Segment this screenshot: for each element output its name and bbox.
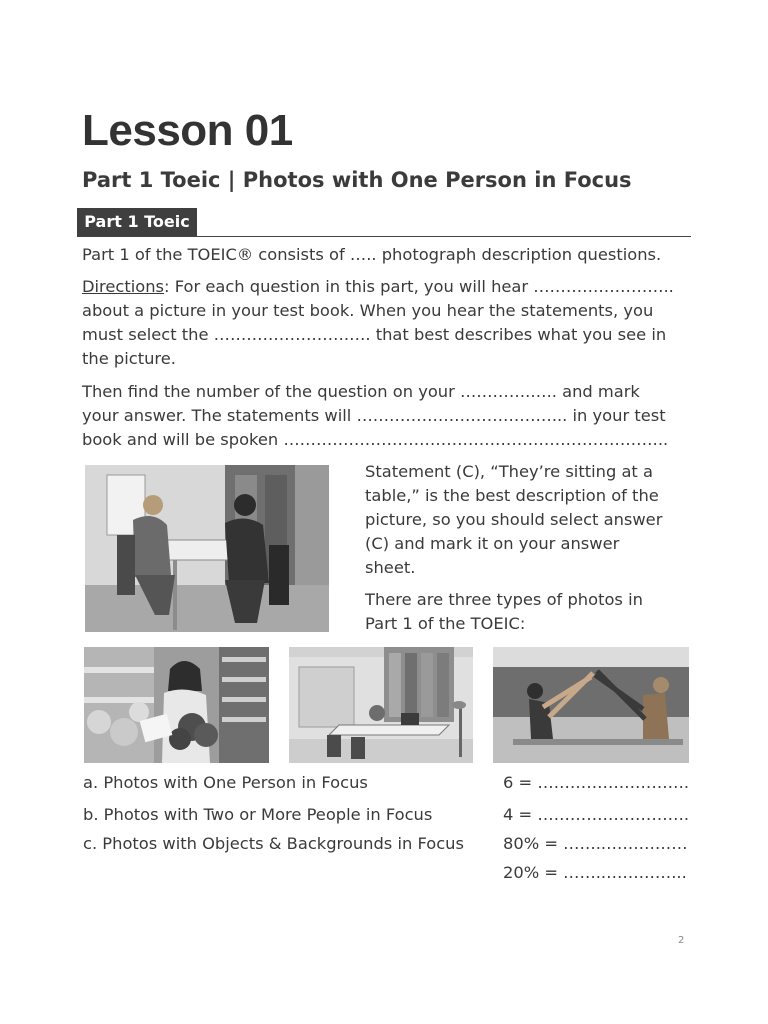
fill-in-blank: 20% = ……..…………... <box>503 863 687 882</box>
types-intro-line: Part 1 of the TOEIC: <box>365 614 526 633</box>
section-divider <box>77 236 691 237</box>
fill-in-blank: 80% = ……..…………… <box>503 834 688 853</box>
instructions-line: Then find the number of the question on your ………….….. and mark <box>82 382 640 401</box>
directions-label: Directions <box>82 277 165 296</box>
section-label: Part 1 Toeic <box>77 208 197 236</box>
market-shopper-photo <box>84 647 269 763</box>
statement-paragraph <box>365 460 685 580</box>
intro-paragraph: Part 1 of the TOEIC® consists of ….. photograph description questions. <box>82 245 662 264</box>
photo-type-item: c. Photos with Objects & Backgrounds in Focus <box>83 834 464 853</box>
answer-instructions-paragraph <box>82 380 682 452</box>
directions-line: must select the …………………….…. that best describes what you see in <box>82 325 667 344</box>
statement-line: Statement (C), “They’re sitting at a <box>365 462 653 481</box>
directions-line <box>82 275 682 299</box>
statement-line: (C) and mark it on your answer <box>365 534 620 553</box>
statement-line: picture, so you should select answer <box>365 510 663 529</box>
lesson-title: Lesson 01 <box>82 106 293 155</box>
instructions-line: book and will be spoken …………………………………………………………….. <box>82 430 669 449</box>
empty-office-room-photo <box>289 647 473 763</box>
directions-text: : For each question in this part, you will hear …………………….. <box>164 277 674 296</box>
beach-yoga-couple-photo <box>493 647 689 763</box>
photo-type-item: a. Photos with One Person in Focus <box>83 773 368 792</box>
lesson-subtitle: Part 1 Toeic | Photos with One Person in Focus <box>82 168 632 192</box>
photo-type-item: b. Photos with Two or More People in Focus <box>83 805 433 824</box>
directions-line: about a picture in your test book. When you hear the statements, you <box>82 301 654 320</box>
directions-line: the picture. <box>82 349 176 368</box>
statement-line: sheet. <box>365 558 416 577</box>
office-meeting-photo <box>85 465 329 632</box>
statement-line: table,” is the best description of the <box>365 486 659 505</box>
page-number: 2 <box>678 935 685 946</box>
instructions-line: your answer. The statements will ………………………………... in your test <box>82 406 666 425</box>
directions-paragraph <box>82 275 682 371</box>
fill-in-blank: 6 = ………………………. <box>503 773 690 792</box>
fill-in-blank: 4 = ………………………. <box>503 805 690 824</box>
photo-types-intro <box>365 588 685 636</box>
types-intro-line: There are three types of photos in <box>365 590 643 609</box>
